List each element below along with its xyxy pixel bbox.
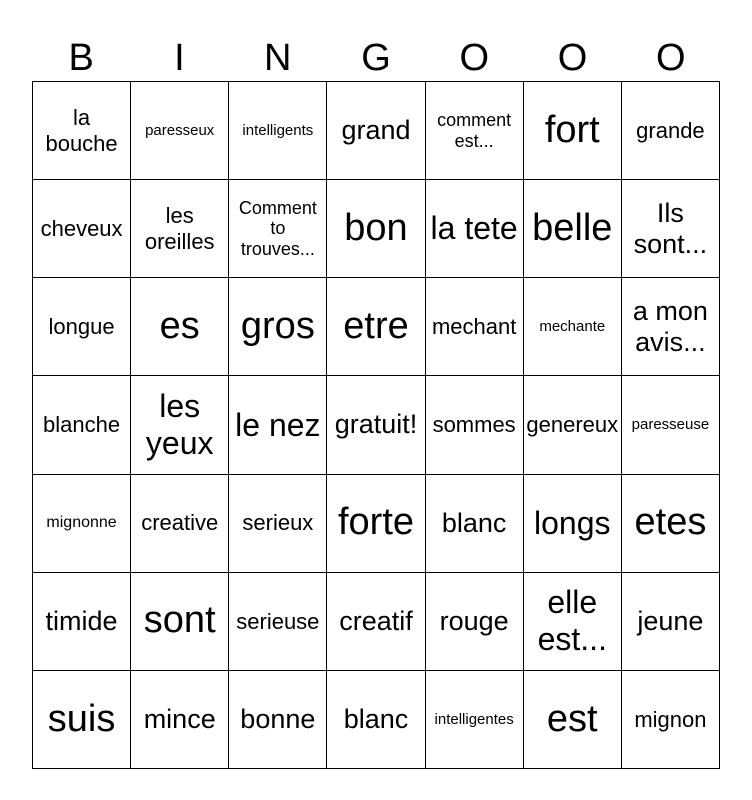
header-letter: O [557, 37, 588, 79]
bingo-cell[interactable]: longs [524, 475, 622, 573]
bingo-cell[interactable]: est [524, 671, 622, 769]
bingo-grid [32, 81, 720, 769]
bingo-cell[interactable]: serieux [229, 475, 327, 573]
bingo-cell[interactable]: les yeux [131, 376, 229, 474]
bingo-cell[interactable]: forte [327, 475, 425, 573]
bingo-cell[interactable]: blanc [426, 475, 524, 573]
bingo-cell[interactable]: gros [229, 278, 327, 376]
bingo-cell[interactable]: Ils sont... [622, 180, 720, 278]
bingo-cell[interactable]: mignon [622, 671, 720, 769]
bingo-cell[interactable]: es [131, 278, 229, 376]
bingo-cell[interactable]: mechant [426, 278, 524, 376]
bingo-cell[interactable]: longue [33, 278, 131, 376]
bingo-cell[interactable]: jeune [622, 573, 720, 671]
bingo-cell[interactable]: genereux [524, 376, 622, 474]
bingo-cell[interactable]: gratuit! [327, 376, 425, 474]
bingo-cell[interactable]: mignonne [33, 475, 131, 573]
bingo-cell[interactable]: suis [33, 671, 131, 769]
bingo-cell[interactable]: belle [524, 180, 622, 278]
bingo-cell[interactable]: elle est... [524, 573, 622, 671]
header-letter: I [174, 37, 185, 79]
header-letter: B [68, 37, 94, 79]
bingo-cell[interactable]: grand [327, 82, 425, 180]
bingo-cell[interactable]: la tete [426, 180, 524, 278]
bingo-cell[interactable]: rouge [426, 573, 524, 671]
bingo-cell[interactable]: creative [131, 475, 229, 573]
bingo-cell[interactable]: bonne [229, 671, 327, 769]
header-letter: N [263, 37, 292, 79]
bingo-cell[interactable]: a mon avis... [622, 278, 720, 376]
bingo-cell[interactable]: etre [327, 278, 425, 376]
bingo-cell[interactable]: paresseuse [622, 376, 720, 474]
bingo-cell[interactable]: les oreilles [131, 180, 229, 278]
bingo-cell[interactable]: fort [524, 82, 622, 180]
bingo-cell[interactable]: mince [131, 671, 229, 769]
bingo-cell[interactable]: etes [622, 475, 720, 573]
bingo-cell[interactable]: paresseux [131, 82, 229, 180]
bingo-cell[interactable]: blanche [33, 376, 131, 474]
bingo-cell[interactable]: Comment to trouves... [229, 180, 327, 278]
bingo-cell[interactable]: cheveux [33, 180, 131, 278]
bingo-header [32, 36, 720, 80]
bingo-cell[interactable]: sont [131, 573, 229, 671]
bingo-cell[interactable]: intelligents [229, 82, 327, 180]
bingo-cell[interactable]: mechante [524, 278, 622, 376]
bingo-cell[interactable]: la bouche [33, 82, 131, 180]
bingo-cell[interactable]: intelligentes [426, 671, 524, 769]
bingo-cell[interactable]: grande [622, 82, 720, 180]
bingo-cell[interactable]: le nez [229, 376, 327, 474]
bingo-cell[interactable]: timide [33, 573, 131, 671]
bingo-cell[interactable]: blanc [327, 671, 425, 769]
header-letter: G [361, 37, 391, 79]
bingo-cell[interactable]: bon [327, 180, 425, 278]
header-letter: O [656, 37, 686, 79]
bingo-cell[interactable]: comment est... [426, 82, 524, 180]
bingo-cell[interactable]: sommes [426, 376, 524, 474]
bingo-cell[interactable]: creatif [327, 573, 425, 671]
header-letter: O [459, 37, 490, 79]
bingo-cell[interactable]: serieuse [229, 573, 327, 671]
